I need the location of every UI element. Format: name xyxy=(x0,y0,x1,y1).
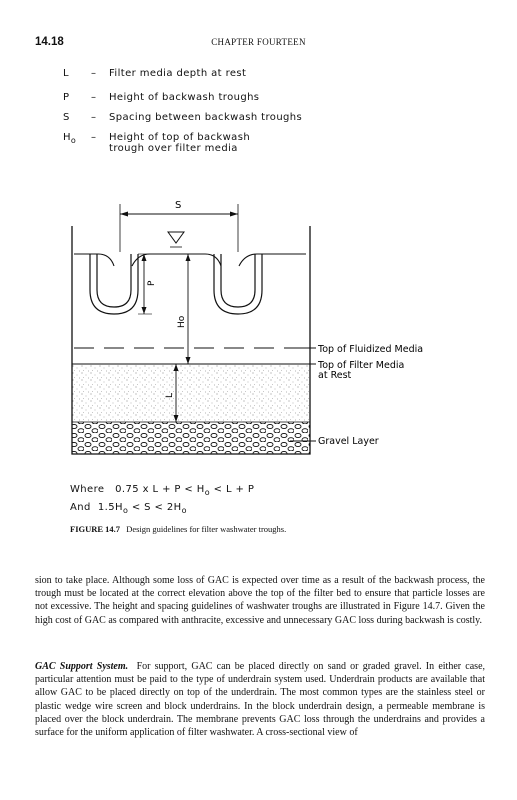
chapter-title: CHAPTER FOURTEEN xyxy=(211,37,306,47)
section-paragraph-text: For support, GAC can be placed directly on sand or graded gravel. In either case, particular attention must be paid to the type of underdrain system used. Underdrain products are available that allow GAC to be placed directly on top of the underdrain. The most common types are the stainless steel or plastic wedge wire screen and block underdrains. In the block underdrain design, a permeable membrane is placed over the block underdrain. The membrane prevents GAC loss through the underdrains and provides a surface for the uniform application of filter washwater. A cross-sectional view of xyxy=(35,661,486,739)
equation-1-body: 0.75 x L + P < H xyxy=(115,484,205,495)
trough-design-diagram xyxy=(0,190,517,470)
gravel-layer-label: Gravel Layer xyxy=(318,436,379,447)
spacing-label: S xyxy=(175,200,182,211)
legend-symbol: P xyxy=(63,92,70,103)
legend-dash: – xyxy=(91,112,97,123)
legend-symbol: L xyxy=(63,68,69,79)
equation-1-prefix: Where xyxy=(70,484,105,495)
backwash-trough-right xyxy=(214,254,262,314)
equation-2-subscript-a: o xyxy=(122,506,129,515)
media-rest-label-line-2: at Rest xyxy=(318,370,352,381)
legend-dash: – xyxy=(91,92,97,103)
legend-dash: – xyxy=(91,68,97,79)
figure-label: FIGURE 14.7 xyxy=(70,524,121,534)
filter-media-layer xyxy=(72,364,310,422)
legend-dash: – xyxy=(91,132,97,143)
figure-caption xyxy=(70,524,286,534)
water-level-marker xyxy=(168,232,184,243)
page-number: 14.18 xyxy=(35,36,64,48)
legend-item-l xyxy=(63,68,246,79)
legend-description: Spacing between backwash troughs xyxy=(109,112,303,123)
legend-description-line-1: Height of top of backwash xyxy=(109,132,251,143)
backwash-trough-left xyxy=(90,254,138,314)
trough-elevation-label: Ho xyxy=(177,315,187,328)
section-run-in-heading: GAC Support System. xyxy=(35,661,129,672)
gravel-layer xyxy=(72,422,310,454)
legend-symbol: S xyxy=(63,112,70,123)
equation-1 xyxy=(70,484,254,495)
media-rest-label-line-1: Top of Filter Media xyxy=(318,360,405,371)
equation-2-part-b: < S < 2H xyxy=(131,502,182,513)
trough-height-label: P xyxy=(147,280,157,286)
legend-symbol: H xyxy=(63,132,71,143)
equation-2-part-a: 1.5H xyxy=(97,502,123,513)
legend-description: Filter media depth at rest xyxy=(109,68,247,79)
body-paragraph-1: sion to take place. Although some loss of GAC is expected over time as a result of the backwash process, the trough must be located at the correct elevation above the top of the filter bed to ensure that particle losses are not excessive. The height and spacing guidelines of washwater troughs are illustrated in Figure 14.7. Given the high cost of GAC as compared with anthracite, excessive and unnecessary GAC loss during backwash is costly. xyxy=(35,575,485,626)
legend-description-line-2: trough over filter media xyxy=(109,143,238,154)
equation-1-suffix: < L + P xyxy=(213,484,255,495)
legend-description: Height of backwash troughs xyxy=(109,92,260,103)
legend-item-ho xyxy=(63,132,250,154)
legend-item-p xyxy=(63,92,259,103)
media-depth-label: L xyxy=(165,392,175,398)
fluidized-media-label: Top of Fluidized Media xyxy=(318,344,424,355)
body-paragraph-2 xyxy=(35,660,485,739)
equation-1-subscript: o xyxy=(204,488,211,497)
equation-2 xyxy=(70,502,187,513)
legend-symbol-subscript: o xyxy=(70,136,77,145)
equation-2-prefix: And xyxy=(70,502,91,513)
legend-item-s xyxy=(63,112,302,123)
figure-caption-text: Design guidelines for filter washwater troughs. xyxy=(126,524,287,534)
equation-2-subscript-b: o xyxy=(181,506,187,515)
